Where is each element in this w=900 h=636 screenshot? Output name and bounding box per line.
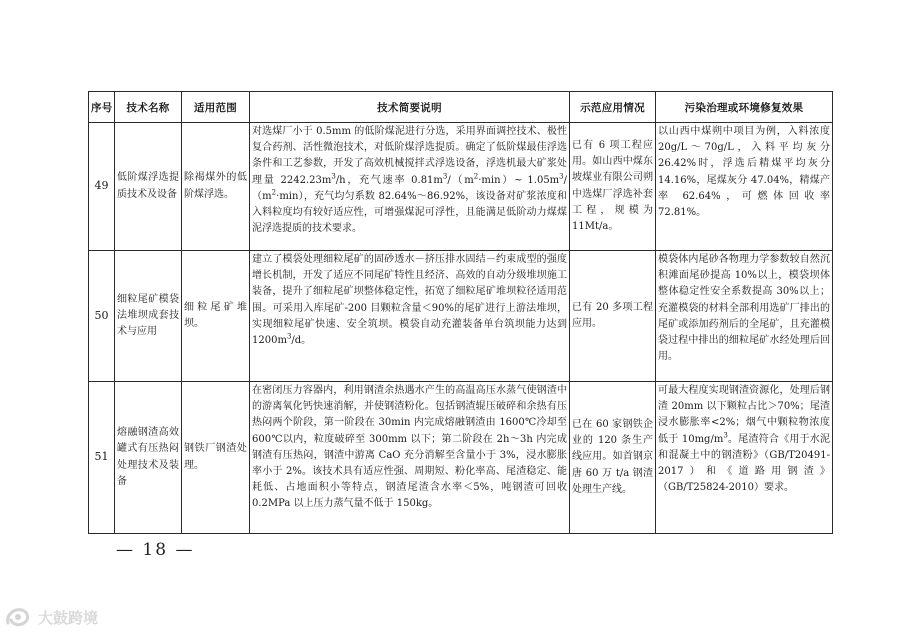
watermark-text: 大鼓跨境 <box>38 608 99 627</box>
header-demo-application: 示范应用情况 <box>570 92 656 123</box>
table-header-row <box>89 92 833 123</box>
table-row <box>89 123 833 251</box>
table-row <box>89 382 833 534</box>
description: 在密闭压力容器内，利用钢渣余热遇水产生的高温高压水蒸气使钢渣中的游离氧化钙快速消解，并使钢渣粉化。包括钢渣辊压破碎和余热有压热闷两个阶段，第一阶段在 30min 内完成熔融钢渣由 1600℃冷却至 600℃以内，粒度破碎至 300mm 以下；第二阶段在 2h～3h 内完成钢渣有压热闷，钢渣中游离 CaO 充分消解至含量小于 3%，浸水膨胀率小于 2%。该技术具有适应性强、周期短、粉化率高、尾渣稳定、能耗低、占地面积小等特点，钢渣尾渣含水率＜5%，吨钢渣可回收 0.2MPa 以上压力蒸气量不低于 150kg。 <box>250 382 570 534</box>
demo-application: 已有 20 多项工程应用。 <box>570 251 656 382</box>
row-number: 51 <box>89 382 115 534</box>
header-index: 序号 <box>89 92 115 123</box>
description: 对选煤厂小于 0.5mm 的低阶煤泥进行分选，采用界面调控技术、极性复合药剂、活性微泡技术，对低阶煤浮选提质。确定了低阶煤最佳浮选条件和工艺参数，开发了高效机械搅拌式浮选设备，浮选机最大矿浆处理量 $2242.23m^3/h$，充气速率 $0.81m^3/(m^2\cdot\min)\sim$ $1.05m^3/(m^2\cdot\min)$，充气均匀系数 82.64%～86.92%，该设备对矿浆浓度和入料粒度均有较好适应性，可增强煤泥可浮性，且能满足低阶动力煤煤泥浮选提质的技术要求。 <box>250 123 570 251</box>
effect: 模袋体内尾砂各物理力学参数较自然沉积滩面尾砂提高 10%以上，模袋坝体整体稳定性安全系数提高 30%以上；充灌模袋的材料全部利用选矿厂排出的尾矿或添加药剂后的全尾矿，且充灌模袋过程中排出的细粒尾矿水经处理后回用。 <box>656 251 833 382</box>
header-effect: 污染治理或环境修复效果 <box>656 92 833 123</box>
header-description: 技术简要说明 <box>250 92 570 123</box>
tech-name: 低阶煤浮选提质技术及设备 <box>115 123 182 251</box>
demo-application: 已在 60 家钢铁企业的 120 条生产线应用。如首钢京唐 60 万 t/a 钢渣处理生产线。 <box>570 382 656 534</box>
row-number: 50 <box>89 251 115 382</box>
technology-table <box>88 91 833 534</box>
tech-name: 熔融钢渣高效罐式有压热闷处理技术及装备 <box>115 382 182 534</box>
scope: 除褐煤外的低阶煤浮选。 <box>182 123 250 251</box>
demo-application: 已有 6 项工程应用。如山西中煤东坡煤业有限公司朔中选煤厂浮选补套工程，规模为 11Mt/a。 <box>570 123 656 251</box>
table-row <box>89 251 833 382</box>
watermark <box>4 605 98 629</box>
scope: 钢铁厂钢渣处理。 <box>182 382 250 534</box>
row-number: 49 <box>89 123 115 251</box>
effect: 可最大程度实现钢渣资源化，处理后钢渣 20mm 以下颗粒占比＞70%；尾渣浸水膨胀率<2%；烟气中颗粒物浓度低于 $10mg/m^3$。尾渣符合《用于水泥和混凝土中的钢渣粉》（GB/T20491-2017）和《道路用钢渣》（GB/T25824-2010）要求。 <box>656 382 833 534</box>
page-number: — 18 — <box>116 540 195 560</box>
tech-name: 细粒尾矿模袋法堆坝成套技术与应用 <box>115 251 182 382</box>
effect: 以山西中煤朔中项目为例，入料浓度 20g/L～70g/L，入料平均灰分 26.42%时，浮选后精煤平均灰分 14.16%，尾煤灰分 47.04%，精煤产率 62.64%，可燃体回收率 72.81%。 <box>656 123 833 251</box>
logo-mark-icon <box>4 605 32 629</box>
header-scope: 适用范围 <box>182 92 250 123</box>
header-tech-name: 技术名称 <box>115 92 182 123</box>
description: 建立了模袋处理细粒尾矿的固砂透水－挤压排水固结－约束成型的强度增长机制，开发了适应不同尾矿特性且经济、高效的自动分级堆坝施工装备，提升了细粒尾矿坝整体稳定性，拓宽了细粒尾矿堆坝粒径适用范围。可采用入库尾矿-200 目颗粒含量＜90%的尾矿进行上游法堆坝，实现细粒尾矿快速、安全筑坝。模袋自动充灌装备单台筑坝能力达到 $1200m^3/d$。 <box>250 251 570 382</box>
scope: 细粒尾矿堆坝。 <box>182 251 250 382</box>
